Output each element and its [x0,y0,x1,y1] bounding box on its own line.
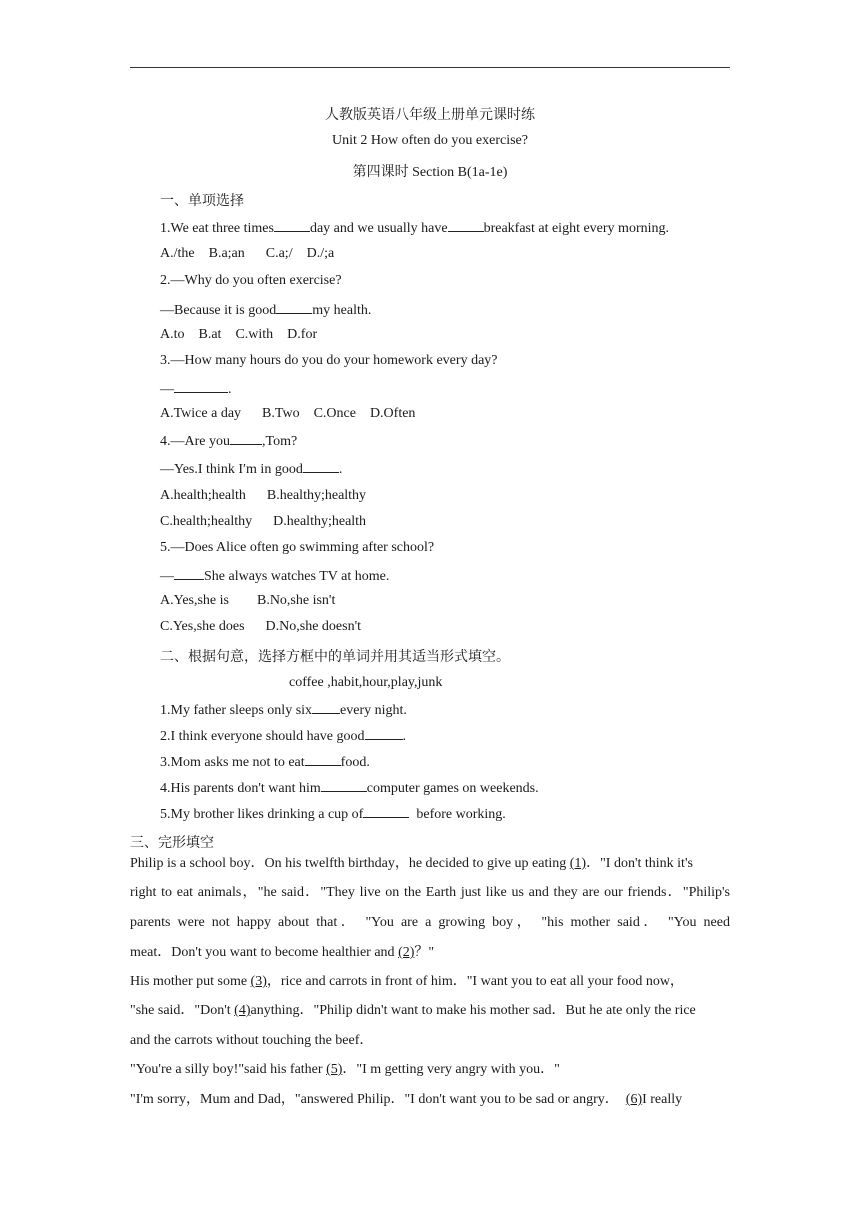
series-title: 人教版英语八年级上册单元课时练 [325,108,535,123]
answer-blank[interactable] [276,301,312,314]
cloze-line: parents were not happy about that． "You are a growing boy， "his mother said． "You need [130,915,730,930]
answer-blank[interactable] [312,701,340,714]
section1-heading: 一、单项选择 [160,194,244,209]
question-5-options-2: C.Yes,she does D.No,she doesn't [160,619,361,634]
section3-heading: 三、完形填空 [130,836,214,851]
cloze-line: Philip is a school boy．On his twelfth birthday，he decided to give up eating (1)．"I don't think it's [130,856,693,871]
question-1-options: A./the B.a;an C.a;/ D./;a [160,246,335,261]
question-3-options: A.Twice a day B.Two C.Once D.Often [160,406,416,421]
cloze-line: "You're a silly boy!"said his father (5)．"I m getting very angry with you．" [130,1062,560,1077]
answer-blank[interactable] [174,567,204,580]
question-2-stem: 2.—Why do you often exercise? [160,273,342,288]
lesson-title: 第四课时 Section B(1a-1e) [352,165,508,180]
cloze-blank-2[interactable]: (2) [398,945,415,960]
question-1: 1.We eat three times day and we usually have breakfast at eight every morning. [160,221,669,236]
cloze-line: His mother put some (3)，rice and carrots in front of him．"I want you to eat all your food now， [130,974,684,989]
cloze-line: meat．Don't you want to become healthier and (2)？" [130,945,435,960]
question-4: 4.—Are you ,Tom? [160,434,298,449]
cloze-blank-6[interactable]: (6) [625,1092,643,1107]
answer-blank[interactable] [365,727,403,740]
question-4-reply: —Yes.I think I′m in good . [160,462,343,477]
question-4-options-1: A.health;health B.healthy;healthy [160,488,367,503]
unit-title: Unit 2 How often do you exercise? [332,133,528,148]
question-2-options: A.to B.at C.with D.for [160,327,318,342]
cloze-line: right to eat animals，"he said．"They live on the Earth just like us and they are our friends．"Philip's [130,885,730,900]
question-3: — . [160,382,232,397]
cloze-blank-3[interactable]: (3) [250,974,267,989]
cloze-line: "she said．"Don't (4)anything．"Philip didn't want to make his mother sad．But he ate only the rice [130,1003,696,1018]
question-2: —Because it is good my health. [160,303,372,318]
question-3-stem: 3.—How many hours do you do your homework every day? [160,353,498,368]
cloze-blank-5[interactable]: (5) [326,1062,343,1077]
fill-item-1: 1.My father sleeps only six every night. [160,703,407,718]
cloze-blank-4[interactable]: (4) [234,1003,251,1018]
question-5-stem: 5.—Does Alice often go swimming after school? [160,540,435,555]
section2-heading: 二、根据句意，选择方框中的单词并用其适当形式填空。 [160,650,510,665]
word-box: coffee ,habit,hour,play,junk [289,675,443,690]
header-rule [130,67,730,68]
question-4-options-2: C.health;healthy D.healthy;health [160,514,367,529]
cloze-blank-1[interactable]: (1) [569,856,587,871]
answer-blank[interactable] [303,460,339,473]
answer-blank[interactable] [174,380,228,393]
fill-item-2: 2.I think everyone should have good . [160,729,407,744]
question-5-options-1: A.Yes,she is B.No,she isn't [160,593,336,608]
fill-item-4: 4.His parents don't want him computer games on weekends. [160,781,539,796]
answer-blank[interactable] [363,805,409,818]
answer-blank[interactable] [305,753,341,766]
question-5: — She always watches TV at home. [160,569,390,584]
answer-blank[interactable] [448,219,484,232]
answer-blank[interactable] [230,432,262,445]
fill-item-3: 3.Mom asks me not to eat food. [160,755,370,770]
cloze-line: and the carrots without touching the beef． [130,1033,374,1048]
cloze-line: "I'm sorry，Mum and Dad，"answered Philip．"I don't want you to be sad or angry． (6)I really [130,1092,683,1107]
fill-item-5: 5.My brother likes drinking a cup of before working. [160,807,506,822]
answer-blank[interactable] [274,219,310,232]
answer-blank[interactable] [321,779,367,792]
